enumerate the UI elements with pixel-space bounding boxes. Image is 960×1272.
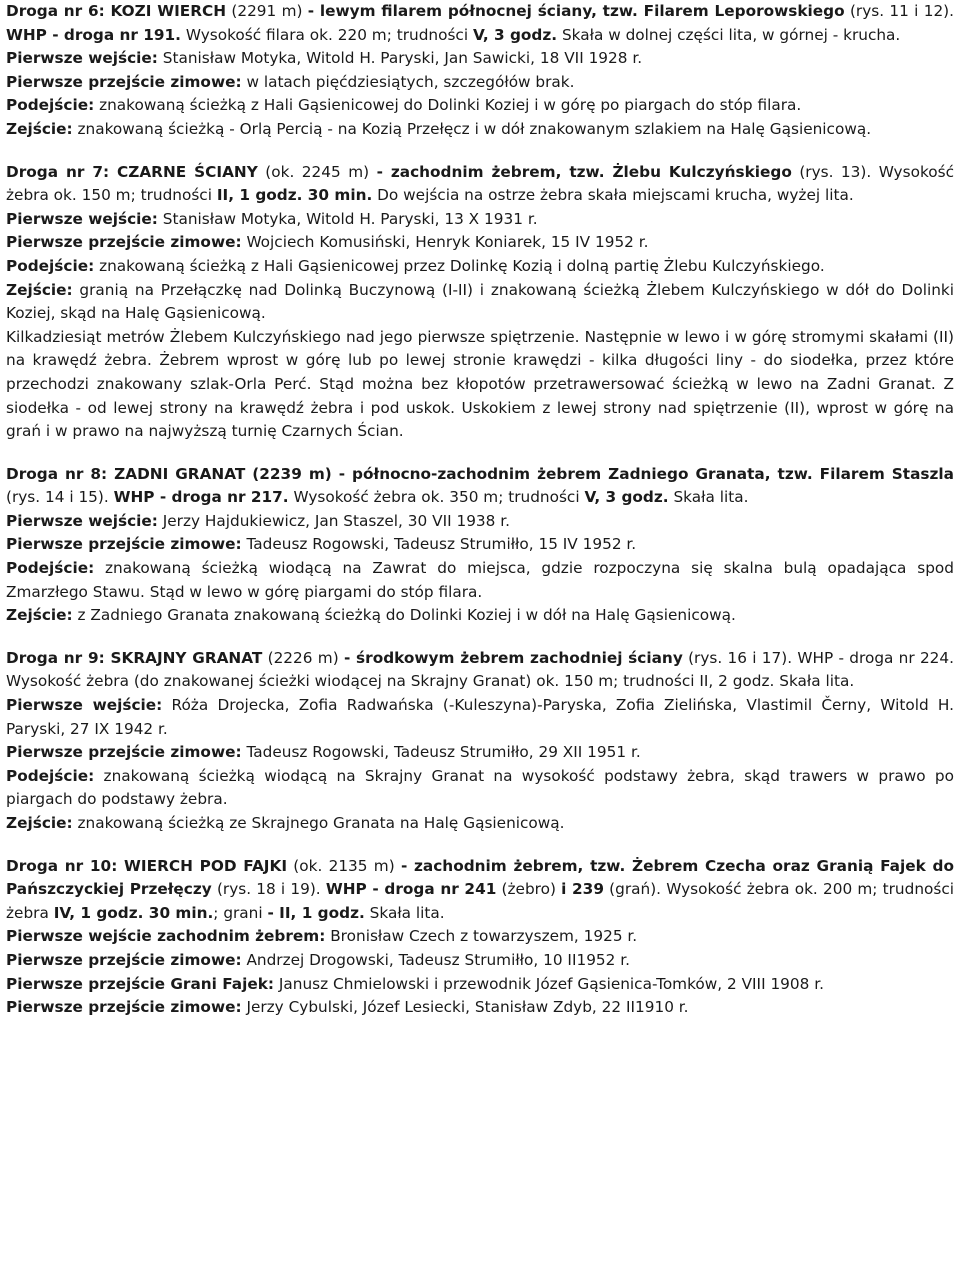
detail-label: Pierwsze wejście zachodnim żebrem: <box>6 927 326 946</box>
detail-label: Zejście: <box>6 814 73 832</box>
heading-segment: (rys. 18 i 19). <box>211 880 326 899</box>
heading-segment: (ok. 2245 m) <box>257 162 377 181</box>
route-detail-line <box>6 94 954 118</box>
heading-bold-segment: IV, 1 godz. 30 min. <box>53 903 214 922</box>
detail-label: Zejście: <box>6 606 73 625</box>
detail-text: Tadeusz Rogowski, Tadeusz Strumiłło, 15 IV 1952 r. <box>241 535 637 554</box>
heading-segment: ; grani <box>213 903 268 922</box>
detail-text: znakowaną ścieżką ze Skrajnego Granata na Halę Gąsienicową. <box>72 814 565 832</box>
detail-text: Kilkadziesiąt metrów Żlebem Kulczyńskiego nad jego pierwsze spiętrzenie. Następnie w lewo i w górę stromymi skałami (II) na krawędź żebra. Żebrem wprost w górę lub po lewej stronie krawędzi - kilka długości liny - do siodełka, przez które przechodzi znakowany szlak-Orla Perć. Stąd można bez kłopotów przetrawersować ścieżką w lewo na Zadni Granat. Z siodełka - od lewej strony na krawędź żebra i pod uskok. Uskokiem z lewej strony nad spiętrzenie (II), wprost w górę na grań i w prawo na najwyższą turnię Czarnych Ścian. <box>6 327 954 441</box>
route-detail-line <box>6 47 954 71</box>
detail-text: znakowaną ścieżką - Orlą Percią - na Kozią Przełęcz i w dół znakowanym szlakiem na Halę Gąsienicową. <box>72 119 872 138</box>
heading-segment: (żebro) <box>496 880 562 899</box>
route-detail-line <box>6 326 954 444</box>
detail-label: Pierwsze przejście zimowe: <box>6 233 242 252</box>
heading-bold-segment: - zachodnim żebrem, tzw. Żebrem Czecha oraz Granią Fajek do Pańszczyckiej Przełęczy <box>6 856 954 899</box>
heading-bold-segment: Droga nr 10: WIERCH POD FAJKI <box>6 856 288 875</box>
detail-text: granią na Przełączkę nad Dolinką Buczynową (I-II) i znakowaną ścieżką Żlebem Kulczyńskiego w dół do Dolinki Koziej, skąd na Halę Gąsienicową. <box>6 280 954 323</box>
detail-text: Bronisław Czech z towarzyszem, 1925 r. <box>325 927 638 946</box>
detail-text: znakowaną ścieżką z Hali Gąsienicowej do Dolinki Koziej i w górę po piargach do stóp filara. <box>94 96 802 115</box>
detail-label: Podejście: <box>6 766 95 785</box>
detail-label: Pierwsze przejście zimowe: <box>6 743 242 762</box>
heading-bold-segment: Droga nr 7: CZARNE ŚCIANY <box>6 162 258 181</box>
heading-segment: (2226 m) <box>262 648 344 667</box>
detail-label: Pierwsze przejście zimowe: <box>6 72 242 91</box>
route-section <box>6 855 954 1020</box>
route-detail-line <box>6 279 954 326</box>
heading-bold-segment: Droga nr 9: SKRAJNY GRANAT <box>6 648 263 667</box>
heading-bold-segment: - II, 1 godz. <box>267 903 365 922</box>
heading-segment: Do wejścia na ostrze żebra skała miejscami krucha, wyżej lita. <box>372 186 854 205</box>
route-detail-line <box>6 925 954 949</box>
route-detail-line <box>6 973 954 997</box>
detail-text: znakowaną ścieżką z Hali Gąsienicowej przez Dolinkę Kozią i dolną partię Żlebu Kulczyńskiego. <box>94 256 825 275</box>
route-detail-line <box>6 208 954 232</box>
detail-text: Stanisław Motyka, Witold H. Paryski, 13 X 1931 r. <box>157 209 538 228</box>
route-heading <box>6 161 954 208</box>
detail-label: Podejście: <box>6 559 95 578</box>
route-section <box>6 647 954 836</box>
route-heading <box>6 647 954 694</box>
detail-label: Pierwsze wejście: <box>6 49 158 68</box>
heading-segment: Wysokość żebra ok. 350 m; trudności <box>288 488 585 507</box>
route-detail-line <box>6 118 954 142</box>
detail-text: Stanisław Motyka, Witold H. Paryski, Jan Sawicki, 18 VII 1928 r. <box>157 49 643 68</box>
heading-segment: (2291 m) <box>226 2 308 20</box>
detail-label: Pierwsze przejście Grani Fajek: <box>6 974 275 993</box>
route-detail-line <box>6 557 954 604</box>
route-section <box>6 161 954 444</box>
route-detail-line <box>6 231 954 255</box>
route-detail-line <box>6 996 954 1020</box>
heading-segment: Skała w dolnej części lita, w górnej - krucha. <box>557 25 901 44</box>
detail-text: Jerzy Cybulski, Józef Lesiecki, Stanisław Zdyb, 22 II1910 r. <box>241 998 689 1017</box>
heading-segment: (rys. 14 i 15). <box>6 488 114 507</box>
route-detail-line <box>6 604 954 628</box>
detail-label: Podejście: <box>6 96 95 115</box>
route-heading <box>6 463 954 510</box>
detail-text: Andrzej Drogowski, Tadeusz Strumiłło, 10 II1952 r. <box>241 950 630 969</box>
heading-bold-segment: WHP - droga nr 241 <box>325 880 497 899</box>
detail-label: Pierwsze przejście zimowe: <box>6 998 242 1017</box>
heading-segment: (rys. 16 i 17). WHP - droga nr 224. Wysokość żebra (do znakowanej ścieżki wiodącej na Skrajny Granat) ok. 150 m; trudności II, 2 godz. Skała lita. <box>6 648 955 691</box>
detail-text: Róża Drojecka, Zofia Radwańska (-Kuleszyna)-Paryska, Zofia Zielińska, Vlastimil Černy, Witold H. Paryski, 27 IX 1942 r. <box>6 696 955 738</box>
route-detail-line <box>6 765 954 812</box>
route-section <box>6 463 954 628</box>
heading-bold-segment: V, 3 godz. <box>472 25 558 44</box>
heading-bold-segment: Droga nr 8: ZADNI GRANAT (2239 m) - północno-zachodnim żebrem Zadniego Granata, tzw. Filarem Staszla <box>6 464 954 483</box>
heading-segment: (grań). Wysokość żebra ok. 200 m; trudności żebra <box>6 880 954 922</box>
heading-bold-segment: WHP - droga nr 191. <box>6 25 181 44</box>
route-detail-line <box>6 255 954 279</box>
detail-text: znakowaną ścieżką wiodącą na Zawrat do miejsca, gdzie rozpoczyna się skalna bulą opadająca spod Zmarzłego Stawu. Stąd w lewo w górę piargami do stóp filara. <box>6 559 954 601</box>
route-detail-line <box>6 812 954 836</box>
heading-bold-segment: - lewym filarem północnej ściany, tzw. Filarem Leporowskiego <box>307 2 845 20</box>
heading-bold-segment: II, 1 godz. 30 min. <box>216 186 373 205</box>
detail-label: Zejście: <box>6 119 73 138</box>
route-heading <box>6 855 954 926</box>
detail-label: Pierwsze przejście zimowe: <box>6 950 242 969</box>
detail-label: Zejście: <box>6 280 73 299</box>
detail-text: Tadeusz Rogowski, Tadeusz Strumiłło, 29 XII 1951 r. <box>241 743 641 762</box>
detail-label: Podejście: <box>6 256 95 275</box>
heading-bold-segment: - środkowym żebrem zachodniej ściany <box>343 648 683 667</box>
route-detail-line <box>6 71 954 95</box>
detail-text: w latach pięćdziesiątych, szczegółów brak. <box>241 72 575 91</box>
detail-label: Pierwsze wejście: <box>6 696 163 715</box>
detail-label: Pierwsze przejście zimowe: <box>6 535 242 554</box>
detail-text: z Zadniego Granata znakowaną ścieżką do Dolinki Koziej i w dół na Halę Gąsienicową. <box>72 606 736 625</box>
heading-segment: Skała lita. <box>668 488 749 507</box>
heading-segment: (ok. 2135 m) <box>287 856 401 875</box>
heading-bold-segment: WHP - droga nr 217. <box>113 488 289 507</box>
heading-bold-segment: - zachodnim żebrem, tzw. Żlebu Kulczyńskiego <box>376 162 792 181</box>
heading-segment: (rys. 11 i 12). <box>844 2 955 20</box>
route-section <box>6 0 954 142</box>
detail-text: Wojciech Komusiński, Henryk Koniarek, 15 IV 1952 r. <box>241 233 649 252</box>
detail-text: Janusz Chmielowski i przewodnik Józef Gąsienica-Tomków, 2 VIII 1908 r. <box>274 974 824 993</box>
heading-bold-segment: V, 3 godz. <box>584 488 669 507</box>
route-detail-line <box>6 741 954 765</box>
route-detail-line <box>6 694 954 741</box>
detail-label: Pierwsze wejście: <box>6 209 158 228</box>
detail-label: Pierwsze wejście: <box>6 511 158 530</box>
heading-bold-segment: i 239 <box>561 880 604 899</box>
route-detail-line <box>6 533 954 557</box>
detail-text: Jerzy Hajdukiewicz, Jan Staszel, 30 VII 1938 r. <box>157 511 510 530</box>
heading-bold-segment: Droga nr 6: KOZI WIERCH <box>6 2 227 20</box>
heading-segment: Wysokość filara ok. 220 m; trudności <box>181 25 473 44</box>
route-detail-line <box>6 949 954 973</box>
detail-text: znakowaną ścieżką wiodącą na Skrajny Granat na wysokość podstawy żebra, skąd trawers w prawo po piargach do podstawy żebra. <box>6 766 954 809</box>
route-detail-line <box>6 510 954 534</box>
route-heading <box>6 0 954 47</box>
heading-segment: (rys. 13). Wysokość żebra ok. 150 m; trudności <box>6 162 954 205</box>
heading-segment: Skała lita. <box>364 903 445 922</box>
